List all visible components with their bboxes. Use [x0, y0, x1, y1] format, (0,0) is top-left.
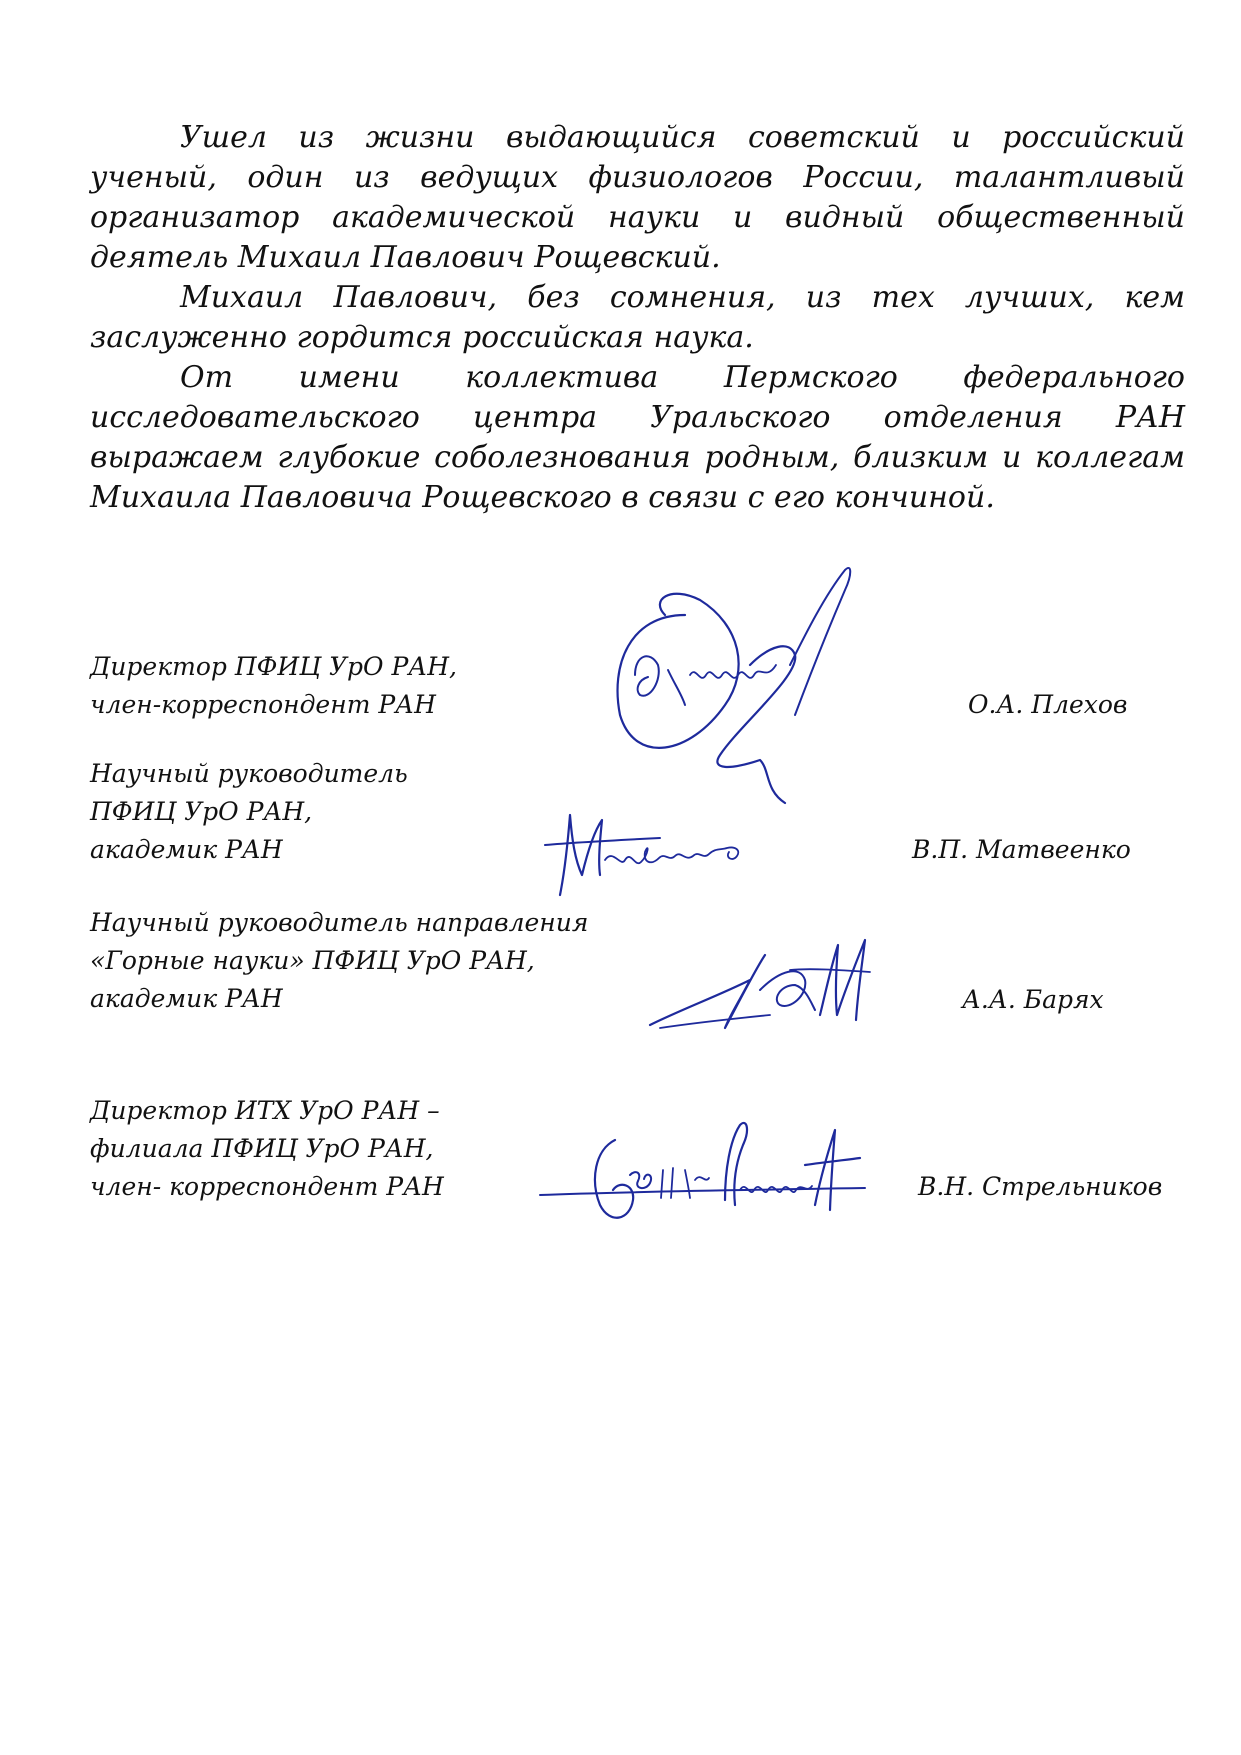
signatory-1-title — [90, 648, 457, 724]
signature-strelnikov — [535, 1110, 875, 1245]
signatory-4-title-line-3: член- корреспондент РАН — [90, 1172, 444, 1201]
signatory-4-title-line-2: филиала ПФИЦ УрО РАН, — [90, 1134, 434, 1163]
signature-plekhov — [590, 555, 910, 815]
paragraph-2: Михаил Павлович, без сомнения, из тех лучших, кем заслуженно гордится российская наука. — [90, 280, 1185, 355]
signature-baryakh — [640, 910, 900, 1050]
signatory-3-title-line-2: «Горные науки» ПФИЦ УрО РАН, — [90, 946, 535, 975]
signatory-2-title-line-1: Научный руководитель — [90, 759, 408, 788]
signatory-3-title-line-3: академик РАН — [90, 984, 283, 1013]
signatory-3-title — [90, 904, 588, 1018]
signatory-2-title-line-3: академик РАН — [90, 835, 283, 864]
signatory-4-title — [90, 1092, 444, 1206]
signature-matveenko — [540, 800, 790, 910]
paragraph-1: Ушел из жизни выдающийся советский и российский ученый, один из ведущих физиологов России, талантливый организатор академической науки и видный общественный деятель Михаил Павлович Рощевский. — [90, 120, 1185, 275]
letter-body — [90, 118, 1185, 518]
signatory-4-title-line-1: Директор ИТХ УрО РАН – — [90, 1096, 440, 1125]
signatory-1-name: О.А. Плехов — [968, 690, 1128, 719]
signatory-3-title-line-1: Научный руководитель направления — [90, 908, 589, 937]
paragraph-3: От имени коллектива Пермского федерального исследовательского центра Уральского отделения РАН выражаем глубокие соболезнования родным, близким и коллегам Михаила Павловича Рощевского в связи с его кончиной. — [90, 360, 1185, 515]
signatory-1-title-line-2: член-корреспондент РАН — [90, 690, 436, 719]
signatory-2-name: В.П. Матвеенко — [912, 835, 1131, 864]
signatory-2-title-line-2: ПФИЦ УрО РАН, — [90, 797, 313, 826]
signatory-2-title — [90, 755, 408, 869]
signatory-4-name: В.Н. Стрельников — [918, 1172, 1163, 1201]
signatory-1-title-line-1: Директор ПФИЦ УрО РАН, — [90, 652, 457, 681]
signatory-3-name: А.А. Барях — [962, 985, 1104, 1014]
